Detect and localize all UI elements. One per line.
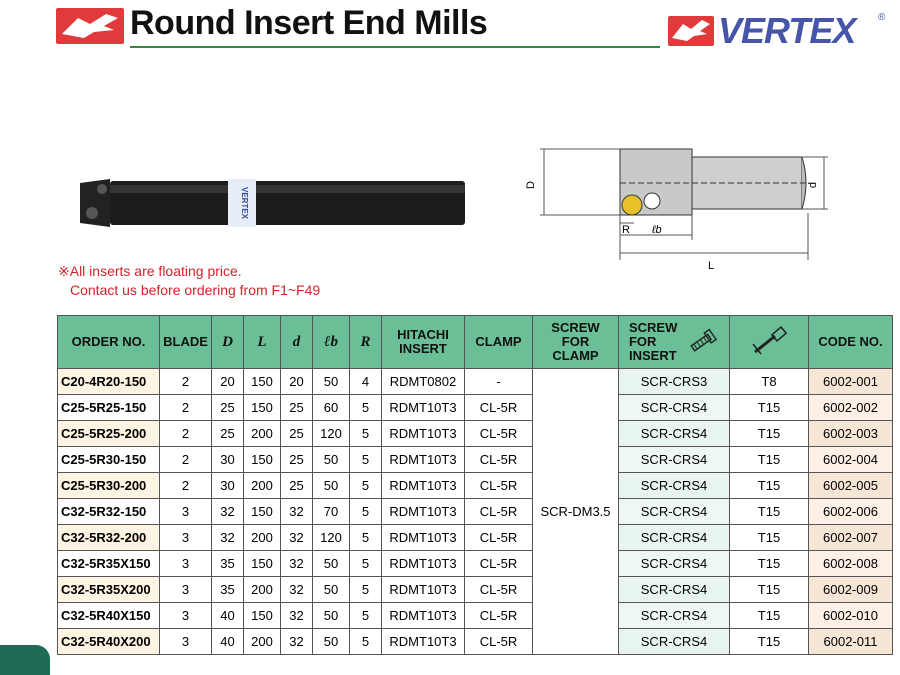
cell-d: 25 bbox=[281, 395, 313, 421]
cell-code: 6002-006 bbox=[809, 499, 893, 525]
dim-lb-label: ℓb bbox=[652, 224, 662, 236]
cell-d: 25 bbox=[281, 447, 313, 473]
header-D: D bbox=[212, 316, 244, 369]
cell-screw: SCR-CRS4 bbox=[619, 551, 730, 577]
cell-wrench: T15 bbox=[730, 473, 809, 499]
table-row bbox=[58, 499, 893, 525]
header-L: L bbox=[244, 316, 281, 369]
table-row bbox=[58, 473, 893, 499]
cell-lb: 50 bbox=[313, 577, 350, 603]
cell-L: 150 bbox=[244, 603, 281, 629]
cell-clamp: - bbox=[465, 369, 533, 395]
table-row bbox=[58, 447, 893, 473]
cell-L: 200 bbox=[244, 473, 281, 499]
cell-screw: SCR-CRS4 bbox=[619, 629, 730, 655]
cell-d: 32 bbox=[281, 499, 313, 525]
cell-lb: 50 bbox=[313, 629, 350, 655]
cell-blade: 2 bbox=[160, 369, 212, 395]
cell-blade: 3 bbox=[160, 525, 212, 551]
cell-lb: 120 bbox=[313, 421, 350, 447]
table-header-row bbox=[58, 316, 893, 369]
cell-lb: 50 bbox=[313, 369, 350, 395]
cell-insert: RDMT10T3 bbox=[382, 499, 465, 525]
header-blade: BLADE bbox=[160, 316, 212, 369]
header-code-no: CODE NO. bbox=[809, 316, 893, 369]
cell-blade: 2 bbox=[160, 395, 212, 421]
cell-clamp: CL-5R bbox=[465, 395, 533, 421]
cell-R: 5 bbox=[350, 525, 382, 551]
cell-blade: 3 bbox=[160, 629, 212, 655]
cell-blade: 3 bbox=[160, 499, 212, 525]
cell-insert: RDMT10T3 bbox=[382, 447, 465, 473]
brand-eagle-icon bbox=[668, 16, 714, 46]
cell-blade: 2 bbox=[160, 447, 212, 473]
cell-order: C25-5R30-150 bbox=[58, 447, 160, 473]
dim-d-label: d bbox=[807, 181, 819, 189]
header-sclamp-line1: SCREW bbox=[551, 320, 600, 335]
cell-clamp: CL-5R bbox=[465, 525, 533, 551]
cell-D: 40 bbox=[212, 629, 244, 655]
cell-screw: SCR-CRS4 bbox=[619, 499, 730, 525]
cell-R: 5 bbox=[350, 473, 382, 499]
cell-L: 150 bbox=[244, 447, 281, 473]
cell-clamp: CL-5R bbox=[465, 551, 533, 577]
cell-D: 32 bbox=[212, 499, 244, 525]
table-row bbox=[58, 551, 893, 577]
cell-lb: 60 bbox=[313, 395, 350, 421]
cell-D: 20 bbox=[212, 369, 244, 395]
cell-clamp: CL-5R bbox=[465, 603, 533, 629]
cell-clamp: CL-5R bbox=[465, 629, 533, 655]
cell-L: 200 bbox=[244, 525, 281, 551]
cell-insert: RDMT10T3 bbox=[382, 395, 465, 421]
cell-insert: RDMT10T3 bbox=[382, 629, 465, 655]
cell-code: 6002-010 bbox=[809, 603, 893, 629]
cell-screw: SCR-CRS4 bbox=[619, 525, 730, 551]
cell-R: 5 bbox=[350, 395, 382, 421]
dim-L-label: L bbox=[708, 260, 715, 272]
cell-insert: RDMT10T3 bbox=[382, 603, 465, 629]
cell-blade: 3 bbox=[160, 551, 212, 577]
header-d: d bbox=[281, 316, 313, 369]
cell-order: C32-5R35X200 bbox=[58, 577, 160, 603]
cell-wrench: T8 bbox=[730, 369, 809, 395]
table-row bbox=[58, 369, 893, 395]
cell-lb: 120 bbox=[313, 525, 350, 551]
cell-code: 6002-002 bbox=[809, 395, 893, 421]
eagle-logo-icon bbox=[56, 8, 124, 44]
cell-d: 32 bbox=[281, 603, 313, 629]
cell-d: 25 bbox=[281, 421, 313, 447]
cell-clamp: CL-5R bbox=[465, 499, 533, 525]
table-row bbox=[58, 603, 893, 629]
cell-lb: 50 bbox=[313, 603, 350, 629]
cell-wrench: T15 bbox=[730, 499, 809, 525]
cell-order: C32-5R40X150 bbox=[58, 603, 160, 629]
cell-lb: 50 bbox=[313, 473, 350, 499]
cell-wrench: T15 bbox=[730, 577, 809, 603]
cell-wrench: T15 bbox=[730, 525, 809, 551]
cell-d: 32 bbox=[281, 577, 313, 603]
cell-lb: 50 bbox=[313, 447, 350, 473]
cell-L: 150 bbox=[244, 551, 281, 577]
header-insert-line2: INSERT bbox=[399, 341, 447, 356]
header-sinsert-line1: SCREW bbox=[628, 320, 678, 335]
dim-D-label: D bbox=[525, 181, 537, 189]
header-wrench bbox=[730, 316, 809, 369]
cell-code: 6002-009 bbox=[809, 577, 893, 603]
brand-logo bbox=[668, 12, 890, 52]
end-mill-photo bbox=[70, 165, 470, 240]
cell-D: 32 bbox=[212, 525, 244, 551]
cell-wrench: T15 bbox=[730, 421, 809, 447]
cell-L: 150 bbox=[244, 395, 281, 421]
brand-name: VERTEX bbox=[718, 10, 856, 51]
cell-lb: 50 bbox=[313, 551, 350, 577]
cell-D: 35 bbox=[212, 577, 244, 603]
cell-D: 40 bbox=[212, 603, 244, 629]
corner-badge bbox=[0, 645, 50, 675]
cell-D: 30 bbox=[212, 473, 244, 499]
cell-d: 32 bbox=[281, 551, 313, 577]
cell-order: C32-5R32-200 bbox=[58, 525, 160, 551]
header-screw-for-insert bbox=[619, 316, 730, 369]
price-notes bbox=[58, 262, 320, 300]
table-row bbox=[58, 577, 893, 603]
header-sclamp-line3: CLAMP bbox=[552, 348, 599, 363]
registered-mark: ® bbox=[878, 12, 886, 23]
cell-code: 6002-008 bbox=[809, 551, 893, 577]
cell-screw: SCR-CRS4 bbox=[619, 421, 730, 447]
cell-L: 200 bbox=[244, 577, 281, 603]
header-sclamp-line2: FOR bbox=[561, 334, 590, 349]
cell-lb: 70 bbox=[313, 499, 350, 525]
table-row bbox=[58, 629, 893, 655]
torx-wrench-icon bbox=[747, 324, 791, 358]
cell-d: 32 bbox=[281, 629, 313, 655]
cell-blade: 2 bbox=[160, 473, 212, 499]
header-order-no: ORDER NO. bbox=[58, 316, 160, 369]
cell-code: 6002-011 bbox=[809, 629, 893, 655]
cell-screw: SCR-CRS4 bbox=[619, 395, 730, 421]
cell-screw: SCR-CRS4 bbox=[619, 447, 730, 473]
cell-clamp: CL-5R bbox=[465, 421, 533, 447]
cell-order: C32-5R40X200 bbox=[58, 629, 160, 655]
cell-L: 150 bbox=[244, 499, 281, 525]
dim-R-label: R bbox=[622, 224, 630, 236]
cell-L: 200 bbox=[244, 629, 281, 655]
cell-clamp: CL-5R bbox=[465, 447, 533, 473]
dimension-diagram bbox=[520, 135, 840, 275]
photo-band-text: VERTEX bbox=[240, 186, 249, 220]
cell-insert: RDMT10T3 bbox=[382, 577, 465, 603]
cell-order: C32-5R35X150 bbox=[58, 551, 160, 577]
cell-screw: SCR-CRS4 bbox=[619, 577, 730, 603]
cell-insert: RDMT10T3 bbox=[382, 421, 465, 447]
cell-R: 5 bbox=[350, 629, 382, 655]
note-line-1: ※All inserts are floating price. bbox=[58, 263, 242, 279]
cell-order: C25-5R25-150 bbox=[58, 395, 160, 421]
cell-d: 20 bbox=[281, 369, 313, 395]
table-row bbox=[58, 395, 893, 421]
cell-code: 6002-004 bbox=[809, 447, 893, 473]
cell-order: C25-5R30-200 bbox=[58, 473, 160, 499]
cell-screw: SCR-CRS4 bbox=[619, 603, 730, 629]
cell-code: 6002-001 bbox=[809, 369, 893, 395]
cell-D: 25 bbox=[212, 421, 244, 447]
header-clamp: CLAMP bbox=[465, 316, 533, 369]
cell-insert: RDMT0802 bbox=[382, 369, 465, 395]
cell-L: 150 bbox=[244, 369, 281, 395]
cell-wrench: T15 bbox=[730, 629, 809, 655]
cell-R: 5 bbox=[350, 603, 382, 629]
cell-R: 5 bbox=[350, 499, 382, 525]
note-line-2: Contact us before ordering from F1~F49 bbox=[70, 282, 321, 298]
cell-R: 5 bbox=[350, 447, 382, 473]
header-insert-line1: HITACHI bbox=[397, 327, 449, 342]
cell-D: 25 bbox=[212, 395, 244, 421]
cell-code: 6002-005 bbox=[809, 473, 893, 499]
header-R: R bbox=[350, 316, 382, 369]
cell-insert: RDMT10T3 bbox=[382, 525, 465, 551]
screw-icon bbox=[685, 327, 719, 357]
cell-D: 35 bbox=[212, 551, 244, 577]
header-insert bbox=[382, 316, 465, 369]
cell-code: 6002-003 bbox=[809, 421, 893, 447]
cell-d: 32 bbox=[281, 525, 313, 551]
cell-blade: 2 bbox=[160, 421, 212, 447]
cell-wrench: T15 bbox=[730, 603, 809, 629]
cell-wrench: T15 bbox=[730, 447, 809, 473]
table-row bbox=[58, 421, 893, 447]
cell-blade: 3 bbox=[160, 577, 212, 603]
cell-insert: RDMT10T3 bbox=[382, 551, 465, 577]
cell-order: C25-5R25-200 bbox=[58, 421, 160, 447]
header-screw-for-clamp bbox=[533, 316, 619, 369]
cell-R: 5 bbox=[350, 551, 382, 577]
cell-blade: 3 bbox=[160, 603, 212, 629]
table-row bbox=[58, 525, 893, 551]
cell-insert: RDMT10T3 bbox=[382, 473, 465, 499]
cell-code: 6002-007 bbox=[809, 525, 893, 551]
cell-D: 30 bbox=[212, 447, 244, 473]
header-sinsert-line2: FOR bbox=[628, 334, 657, 349]
cell-R: 5 bbox=[350, 421, 382, 447]
cell-order: C20-4R20-150 bbox=[58, 369, 160, 395]
cell-R: 4 bbox=[350, 369, 382, 395]
cell-clamp: CL-5R bbox=[465, 473, 533, 499]
cell-screw: SCR-CRS3 bbox=[619, 369, 730, 395]
cell-d: 25 bbox=[281, 473, 313, 499]
header-lb: ℓb bbox=[313, 316, 350, 369]
cell-R: 5 bbox=[350, 577, 382, 603]
cell-wrench: T15 bbox=[730, 551, 809, 577]
header-sinsert-line3: INSERT bbox=[628, 348, 677, 363]
cell-clamp: CL-5R bbox=[465, 577, 533, 603]
cell-L: 200 bbox=[244, 421, 281, 447]
cell-wrench: T15 bbox=[730, 395, 809, 421]
title-underline bbox=[130, 46, 660, 48]
spec-table bbox=[57, 315, 893, 655]
cell-order: C32-5R32-150 bbox=[58, 499, 160, 525]
cell-screw-for-clamp: SCR-DM3.5 bbox=[533, 369, 619, 655]
page-title: Round Insert End Mills bbox=[130, 4, 488, 42]
cell-screw: SCR-CRS4 bbox=[619, 473, 730, 499]
